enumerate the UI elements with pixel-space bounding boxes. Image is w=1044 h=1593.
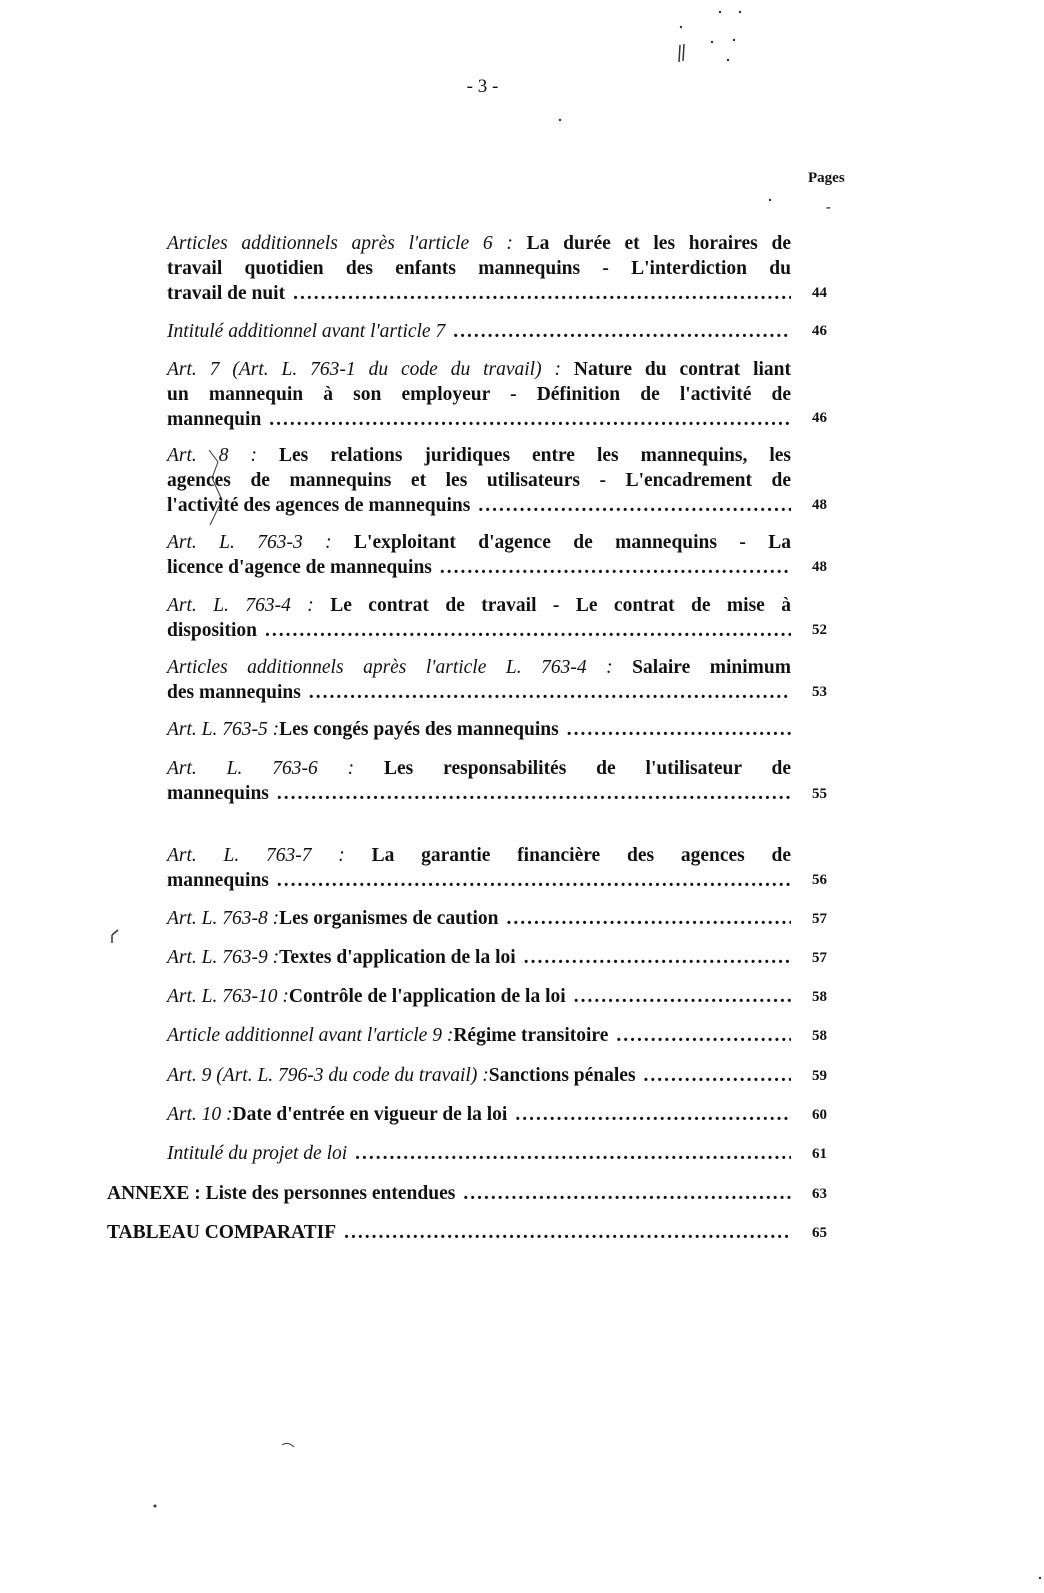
page-ref: 53 [812, 684, 827, 700]
entry-title-end: l'activité des agences de mannequins [167, 495, 471, 516]
entry-label: Art. L. 763-10 : [167, 986, 289, 1007]
entry-title: Le contrat de travail - Le contrat de mise à [330, 595, 792, 616]
pages-column-dash: - [826, 200, 831, 215]
entry-label: Articles additionnels après l'article L. 763-4 : [167, 657, 633, 678]
entry-title: Les responsabilités de l'utilisateur de [384, 758, 791, 779]
entry-title: Textes d'application de la loi [279, 947, 516, 968]
speck [154, 1505, 157, 1508]
page-ref: 44 [812, 285, 827, 301]
dot-leader [440, 555, 791, 580]
entry-title-end: mannequin [167, 409, 262, 430]
speck [711, 41, 713, 43]
toc-entry [167, 655, 791, 705]
entry-label: Art. L. 763-8 : [167, 908, 280, 929]
dot-leader [355, 1141, 791, 1166]
page-ref: 59 [812, 1068, 827, 1084]
dot-leader [567, 717, 791, 742]
dot-leader [463, 1181, 791, 1206]
dot-leader [644, 1063, 791, 1088]
entry-title: Sanctions pénales [488, 1065, 636, 1086]
dot-leader [269, 407, 791, 432]
entry-label: Art. 9 (Art. L. 796-3 du code du travail) : [167, 1065, 489, 1086]
page-ref: 61 [812, 1146, 827, 1162]
toc-entry [167, 1102, 791, 1127]
entry-title: Les relations juridiques entre les mannequins, les [278, 445, 791, 466]
entry-label: Art. 8 : [167, 445, 279, 466]
speck [769, 199, 771, 201]
toc-entry [167, 530, 791, 580]
dot-leader [293, 281, 791, 306]
entry-title-continued: un mannequin à son employeur - Définition de l'activité de [167, 384, 791, 405]
toc-entry [107, 1220, 791, 1245]
entry-title: L'exploitant d'agence de mannequins - La [354, 532, 792, 553]
dot-leader [453, 319, 791, 344]
toc-entry [167, 984, 791, 1009]
speck [719, 11, 721, 13]
dot-leader [574, 984, 791, 1009]
dot-leader [265, 618, 791, 643]
page-ref: 60 [812, 1107, 827, 1123]
entry-label: Art. 10 : [167, 1104, 233, 1125]
entry-title: Salaire minimum [632, 657, 791, 678]
entry-title: Les organismes de caution [279, 908, 499, 929]
toc-entry [167, 1141, 791, 1166]
toc-entry [167, 357, 791, 432]
dot-leader [344, 1220, 791, 1245]
toc-entry [167, 1063, 791, 1088]
entry-title: Les congés payés des mannequins [279, 719, 559, 740]
entry-title-end: travail de nuit [167, 283, 286, 304]
speck [727, 59, 729, 61]
dot-leader [309, 680, 791, 705]
toc-entry [167, 843, 791, 893]
page-ref: 46 [812, 410, 827, 426]
entry-title: Date d'entrée en vigueur de la loi [232, 1104, 508, 1125]
toc-entry [167, 906, 791, 931]
speck [559, 119, 561, 121]
entry-label: Art. 7 (Art. L. 763-1 du code du travail) : [167, 359, 574, 380]
toc-entry [167, 1023, 791, 1048]
dot-leader [507, 906, 792, 931]
page-ref: 52 [812, 622, 827, 638]
speck [1039, 1577, 1041, 1579]
entry-title: La garantie financière des agences de [371, 845, 791, 866]
entry-label: Intitulé du projet de loi [167, 1143, 348, 1164]
entry-label: Art. L. 763-7 : [167, 845, 372, 866]
pages-column-header: Pages [808, 170, 845, 186]
entry-label: Articles additionnels après l'article 6 : [167, 233, 527, 254]
speck [733, 39, 735, 41]
page-number: - 3 - [466, 76, 499, 97]
entry-title: Contrôle de l'application de la loi [288, 986, 566, 1007]
entry-title: Nature du contrat liant [573, 359, 791, 380]
entry-label: Art. L. 763-9 : [167, 947, 280, 968]
toc-entry [107, 1181, 791, 1206]
toc-entry [167, 717, 791, 742]
entry-title-end: mannequins [167, 870, 269, 891]
page-ref: 63 [812, 1186, 827, 1202]
toc-entry [167, 593, 791, 643]
page-ref: 57 [812, 911, 827, 927]
dot-leader [277, 781, 791, 806]
entry-title: ANNEXE : Liste des personnes entendues [107, 1183, 456, 1204]
dot-leader [515, 1102, 791, 1127]
entry-title-end: disposition [167, 620, 257, 641]
scan-mark [112, 930, 118, 943]
entry-label: Art. L. 763-3 : [167, 532, 355, 553]
dot-leader [478, 493, 791, 518]
toc-entry [167, 756, 791, 806]
dot-leader [277, 868, 791, 893]
speck [739, 11, 741, 13]
entry-title-continued: travail quotidien des enfants mannequins - L'interdiction du [167, 258, 791, 279]
entry-label: Article additionnel avant l'article 9 : [167, 1025, 454, 1046]
page-ref: 65 [812, 1225, 827, 1241]
page-ref: 48 [812, 497, 827, 513]
toc-entry [167, 945, 791, 970]
entry-title-end: des mannequins [167, 682, 301, 703]
toc-entry [167, 231, 791, 306]
entry-title-end: licence d'agence de mannequins [167, 557, 432, 578]
page-ref: 58 [812, 1028, 827, 1044]
toc-entry [167, 319, 791, 344]
toc-entry [167, 443, 791, 518]
page-ref: 57 [812, 950, 827, 966]
dot-leader [616, 1023, 791, 1048]
entry-title: La durée et les horaires de [526, 233, 791, 254]
entry-label: Intitulé additionnel avant l'article 7 [167, 321, 446, 342]
page-ref: 46 [812, 323, 827, 339]
speck [680, 26, 682, 28]
page-ref: 56 [812, 872, 827, 888]
entry-title-continued: agences de mannequins et les utilisateurs - L'encadrement de [167, 470, 791, 491]
entry-label: Art. L. 763-5 : [167, 719, 280, 740]
page-ref: 55 [812, 786, 827, 802]
page-ref: 48 [812, 559, 827, 575]
entry-label: Art. L. 763-6 : [167, 758, 385, 779]
scan-mark [282, 1443, 294, 1447]
entry-title: Régime transitoire [453, 1025, 609, 1046]
entry-title: TABLEAU COMPARATIF [107, 1222, 337, 1243]
scan-mark [679, 44, 684, 62]
page-ref: 58 [812, 989, 827, 1005]
dot-leader [524, 945, 791, 970]
entry-title-end: mannequins [167, 783, 269, 804]
entry-label: Art. L. 763-4 : [167, 595, 331, 616]
